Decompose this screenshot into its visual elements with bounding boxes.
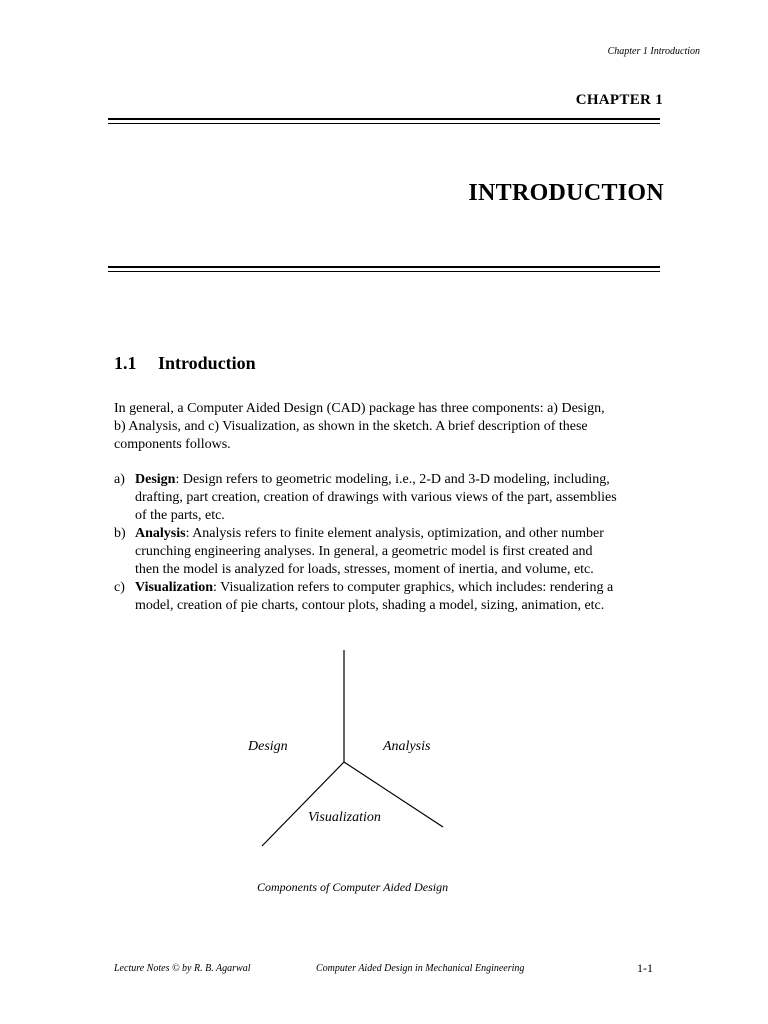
chapter-label: CHAPTER 1 [575, 92, 663, 108]
diagram-label-design: Design [248, 739, 288, 754]
diagram-left-line [262, 762, 344, 846]
item-text: : Visualization refers to computer graphics, which includes: rendering a [213, 580, 614, 595]
item-text: drafting, part creation, creation of drawings with various views of the part, assemblies [135, 490, 617, 505]
list-marker: a) [114, 472, 125, 487]
item-text: then the model is analyzed for loads, stresses, moment of inertia, and volume, etc. [135, 562, 594, 577]
term-analysis: Analysis [135, 526, 186, 541]
list-marker: c) [114, 580, 125, 595]
footer-author: Lecture Notes © by R. B. Agarwal [114, 963, 251, 974]
item-text: crunching engineering analyses. In general, a geometric model is first created and [135, 544, 593, 559]
term-design: Design [135, 472, 176, 487]
page-number: 1-1 [637, 961, 653, 975]
item-text: model, creation of pie charts, contour plots, shading a model, sizing, animation, etc. [135, 598, 605, 613]
running-header: Chapter 1 Introduction [607, 46, 700, 57]
diagram-label-visualization: Visualization [308, 810, 381, 825]
section-title: Introduction [158, 353, 256, 373]
item-text: : Design refers to geometric modeling, i.e., 2-D and 3-D modeling, including, [175, 472, 610, 487]
item-text: of the parts, etc. [135, 508, 225, 523]
list-marker: b) [114, 526, 126, 541]
term-visualization: Visualization [135, 580, 214, 595]
intro-line: b) Analysis, and c) Visualization, as shown in the sketch. A brief description of these [114, 419, 588, 434]
intro-line: In general, a Computer Aided Design (CAD) package has three components: a) Design, [114, 401, 605, 416]
footer-book-title: Computer Aided Design in Mechanical Engineering [316, 963, 525, 974]
figure-caption: Components of Computer Aided Design [257, 880, 449, 894]
intro-line: components follows. [114, 437, 231, 452]
chapter-title: INTRODUCTION [468, 180, 664, 206]
diagram-label-analysis: Analysis [383, 739, 431, 754]
item-text: : Analysis refers to finite element analysis, optimization, and other number [185, 526, 604, 541]
section-number: 1.1 [114, 353, 137, 373]
